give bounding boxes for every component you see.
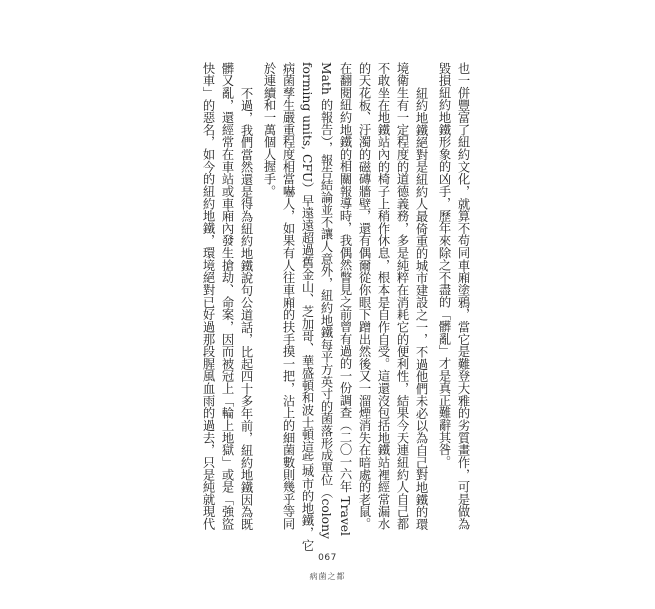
text-line: 不敢坐在地鐵站內的椅子上稍作休息，根本是自作自受。這還沒包括地鐵站裡經常漏水 xyxy=(376,62,390,530)
paragraph-first-line: 紐約地鐵絕對是紐約人最倚重的城市建設之一，不過他們未必以為自己對地鐵的環 xyxy=(414,86,428,530)
text-line: 毀損紐約地鐵形象的凶手，歷年來除之不盡的「髒亂」才是真正難辭其咎。 xyxy=(437,62,451,468)
text-line: 病菌孳生嚴重程度相當嚇人，如果有人往車廂的扶手摸一把，沾上的細菌數則幾乎等同 xyxy=(281,62,295,530)
running-footer-chapter-title: 病菌之都 xyxy=(309,572,346,581)
body-text xyxy=(198,62,472,552)
text-line: 的天花板、汙濁的磁磚牆壁，還有偶爾從你眼下蹭出然後又一溜煙消失在暗處的老鼠。 xyxy=(357,62,371,530)
text-line: Math 的報告），報告結論並不讓人意外，紐約地鐵每平方英寸的菌落形成單位（colony xyxy=(319,62,333,539)
text-line: 快車」的惡名，如今的紐約地鐵，環境絕對已好過那段腥風血雨的過去，只是純就現代 xyxy=(201,62,215,530)
text-line: 境衛生有一定程度的道德義務，多是純粹在消耗它的便利性，結果今天連紐約人自己都 xyxy=(395,62,409,530)
text-line: 也一併豐富了紐約文化，就算不苟同車廂塗鴉，當它是難登大雅的劣質畫作，可是做為 xyxy=(456,62,470,530)
page-number: 067 xyxy=(318,553,337,563)
paragraph-first-line: 不過，我們當然還是得為紐約地鐵說句公道話，比起四十多年前，紐約地鐵因為既 xyxy=(239,86,253,530)
text-line: 於連續和一萬個人握手。 xyxy=(262,62,276,198)
text-line: 髒又亂，還經常在車站或車廂內發生搶劫、命案，因而被冠上「輪上地獄」或是「強盜 xyxy=(220,62,234,530)
text-line: forming units, CFU）早遠遠超過舊金山、芝加哥、華盛頓和波士頓這些城市的地鐵，它 xyxy=(300,62,314,552)
text-line: 在翻閱紐約地鐵的相關報導時，我偶然瞥見之前曾有過的一份調查（二〇一六年 Travel xyxy=(338,62,352,536)
